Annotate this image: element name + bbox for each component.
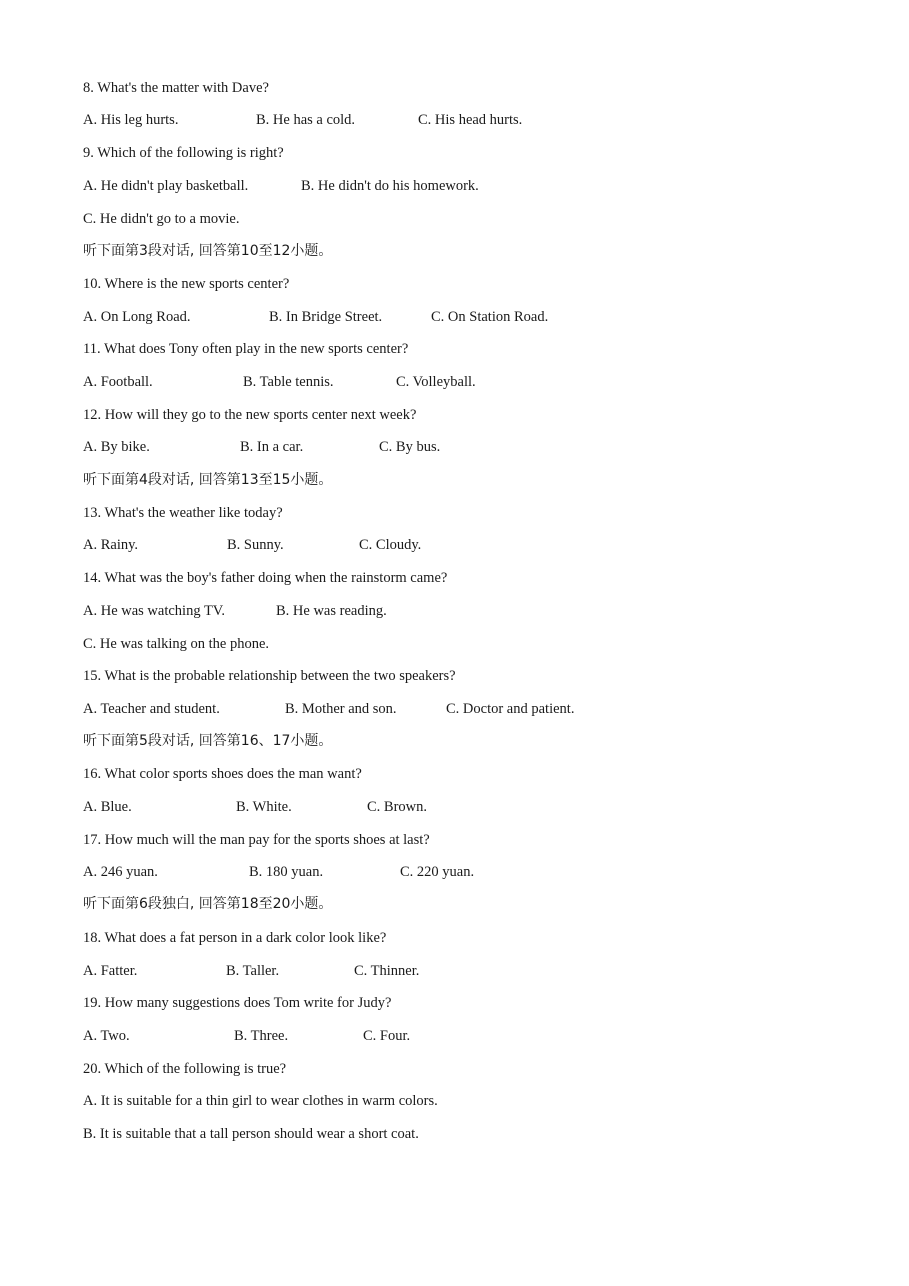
question-13: 13. What's the weather like today? [83, 505, 283, 521]
option-a: A. Fatter. [83, 963, 138, 979]
option-b: B. He has a cold. [256, 112, 356, 128]
option-b: B. He didn't do his homework. [301, 178, 479, 194]
question-16: 16. What color sports shoes does the man want? [83, 766, 362, 782]
question-17: 17. How much will the man pay for the sports shoes at last? [83, 832, 430, 848]
option-a: A. He was watching TV. [83, 603, 226, 619]
option-b: B. Three. [234, 1028, 289, 1044]
question-8: 8. What's the matter with Dave? [83, 80, 269, 96]
section-6-heading: 听下面第6段独白, 回答第18至20小题。 [83, 896, 333, 912]
option-c: C. On Station Road. [431, 309, 549, 325]
question-20-option-a: A. It is suitable for a thin girl to wear clothes in warm colors. [83, 1093, 438, 1109]
option-b: B. 180 yuan. [249, 864, 324, 880]
option-a: A. 246 yuan. [83, 864, 158, 880]
option-c: C. Volleyball. [396, 374, 476, 390]
question-14-option-c: C. He was talking on the phone. [83, 636, 270, 652]
option-a: A. Rainy. [83, 537, 139, 553]
option-a: A. Teacher and student. [83, 701, 220, 717]
section-5-heading: 听下面第5段对话, 回答第16、17小题。 [83, 733, 333, 749]
option-b: B. White. [236, 799, 292, 815]
option-b: B. Sunny. [227, 537, 284, 553]
option-b: B. Mother and son. [285, 701, 397, 717]
question-11: 11. What does Tony often play in the new sports center? [83, 341, 409, 357]
option-b: B. Table tennis. [243, 374, 334, 390]
option-b: B. In Bridge Street. [269, 309, 383, 325]
question-10: 10. Where is the new sports center? [83, 276, 290, 292]
option-c: C. By bus. [379, 439, 441, 455]
option-c: C. Cloudy. [359, 537, 422, 553]
option-a: A. He didn't play basketball. [83, 178, 249, 194]
option-b: B. He was reading. [276, 603, 387, 619]
question-14: 14. What was the boy's father doing when the rainstorm came? [83, 570, 448, 586]
option-a: A. Blue. [83, 799, 132, 815]
option-a: A. On Long Road. [83, 309, 191, 325]
option-c: C. Thinner. [354, 963, 420, 979]
question-19: 19. How many suggestions does Tom write for Judy? [83, 995, 392, 1011]
option-c: C. Four. [363, 1028, 411, 1044]
question-15: 15. What is the probable relationship between the two speakers? [83, 668, 456, 684]
question-9-option-c: C. He didn't go to a movie. [83, 211, 240, 227]
question-20-option-b: B. It is suitable that a tall person should wear a short coat. [83, 1126, 419, 1142]
question-18: 18. What does a fat person in a dark color look like? [83, 930, 387, 946]
option-c: C. His head hurts. [418, 112, 523, 128]
option-b: B. In a car. [240, 439, 304, 455]
option-a: A. By bike. [83, 439, 150, 455]
option-a: A. Football. [83, 374, 153, 390]
question-9: 9. Which of the following is right? [83, 145, 284, 161]
option-c: C. 220 yuan. [400, 864, 475, 880]
option-c: C. Brown. [367, 799, 428, 815]
option-a: A. His leg hurts. [83, 112, 179, 128]
question-12: 12. How will they go to the new sports center next week? [83, 407, 417, 423]
option-a: A. Two. [83, 1028, 130, 1044]
section-3-heading: 听下面第3段对话, 回答第10至12小题。 [83, 243, 333, 259]
option-b: B. Taller. [226, 963, 280, 979]
option-c: C. Doctor and patient. [446, 701, 575, 717]
section-4-heading: 听下面第4段对话, 回答第13至15小题。 [83, 472, 333, 488]
question-20: 20. Which of the following is true? [83, 1061, 287, 1077]
